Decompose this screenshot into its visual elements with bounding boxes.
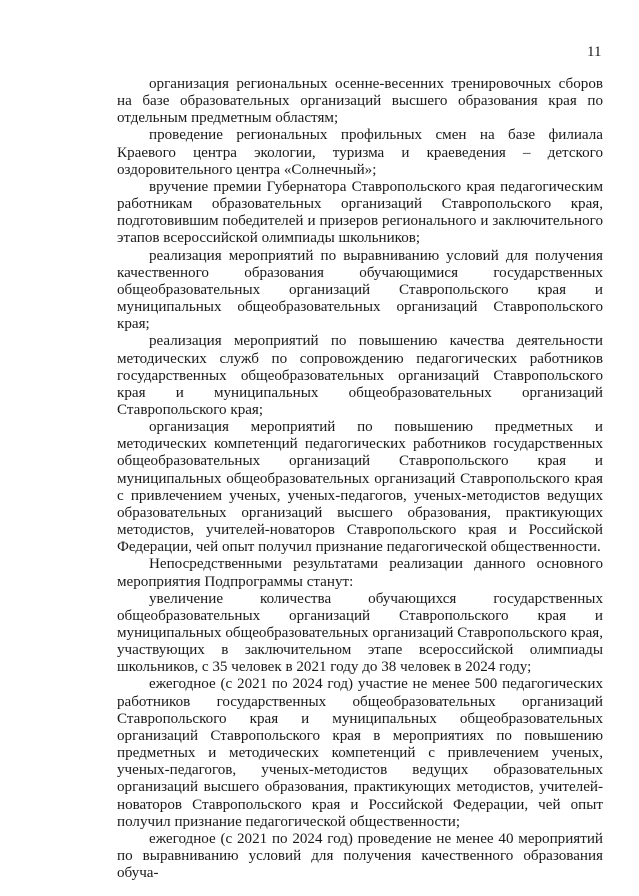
paragraph: реализация мероприятий по повышению качества деятельности методических служб по сопровождению педагогических работников государственных общеобразовательных организаций Ставропольского края и муниципальных общеобразовательных организаций Ставропольского края;	[117, 333, 603, 418]
paragraph: реализация мероприятий по выравниванию условий для получения качественного образования обучающимися государственных общеобразовательных организаций Ставропольского края и муниципальных общеобразовательных организаций Ставропольского края;	[117, 247, 603, 333]
paragraph: ежегодное (с 2021 по 2024 год) проведение не менее 40 мероприятий по выравниванию условий для получения качественного образования обуча-	[117, 830, 603, 882]
paragraph: вручение премии Губернатора Ставропольского края педагогическим работникам образовательных организаций Ставропольского края, подготовившим победителей и призеров регионального и заключительного этапов всероссийской олимпиады школьников;	[117, 178, 603, 247]
page-number: 11	[587, 44, 602, 60]
document-body	[117, 76, 603, 882]
paragraph: организация региональных осенне-весенних тренировочных сборов на базе образовательных организаций высшего образования края по отдельным предметным областям;	[117, 76, 603, 127]
paragraph: Непосредственными результатами реализации данного основного мероприятия Подпрограммы станут:	[117, 556, 603, 590]
paragraph: увеличение количества обучающихся государственных общеобразовательных организаций Ставропольского края и муниципальных общеобразовательных организаций Ставропольского края, участвующих в заключительном этапе всероссийской олимпиады школьников, с 35 человек в 2021 году до 38 человек в 2024 году;	[117, 590, 603, 676]
paragraph: проведение региональных профильных смен на базе филиала Краевого центра экологии, туризма и краеведения – детского оздоровительного центра «Солнечный»;	[117, 127, 603, 178]
paragraph: организация мероприятий по повышению предметных и методических компетенций педагогических работников государственных общеобразовательных организаций Ставропольского края и муниципальных общеобразовательных организаций Ставропольского края с привлечением ученых, ученых-педагогов, ученых-методистов ведущих образовательных организаций высшего образования, практикующих методистов, учителей-новаторов Ставропольского края и Российской Федерации, чей опыт получил признание педагогической общественности.	[117, 419, 603, 556]
paragraph: ежегодное (с 2021 по 2024 год) участие не менее 500 педагогических работников государственных общеобразовательных организаций Ставропольского края и муниципальных общеобразовательных организаций Ставропольского края в мероприятиях по повышению предметных и методических компетенций с привлечением ученых, ученых-педагогов, ученых-методистов ведущих образовательных организаций высшего образования, практикующих методистов, учителей-новаторов Ставропольского края и Российской Федерации, чей опыт получил признание педагогической общественности;	[117, 676, 603, 830]
